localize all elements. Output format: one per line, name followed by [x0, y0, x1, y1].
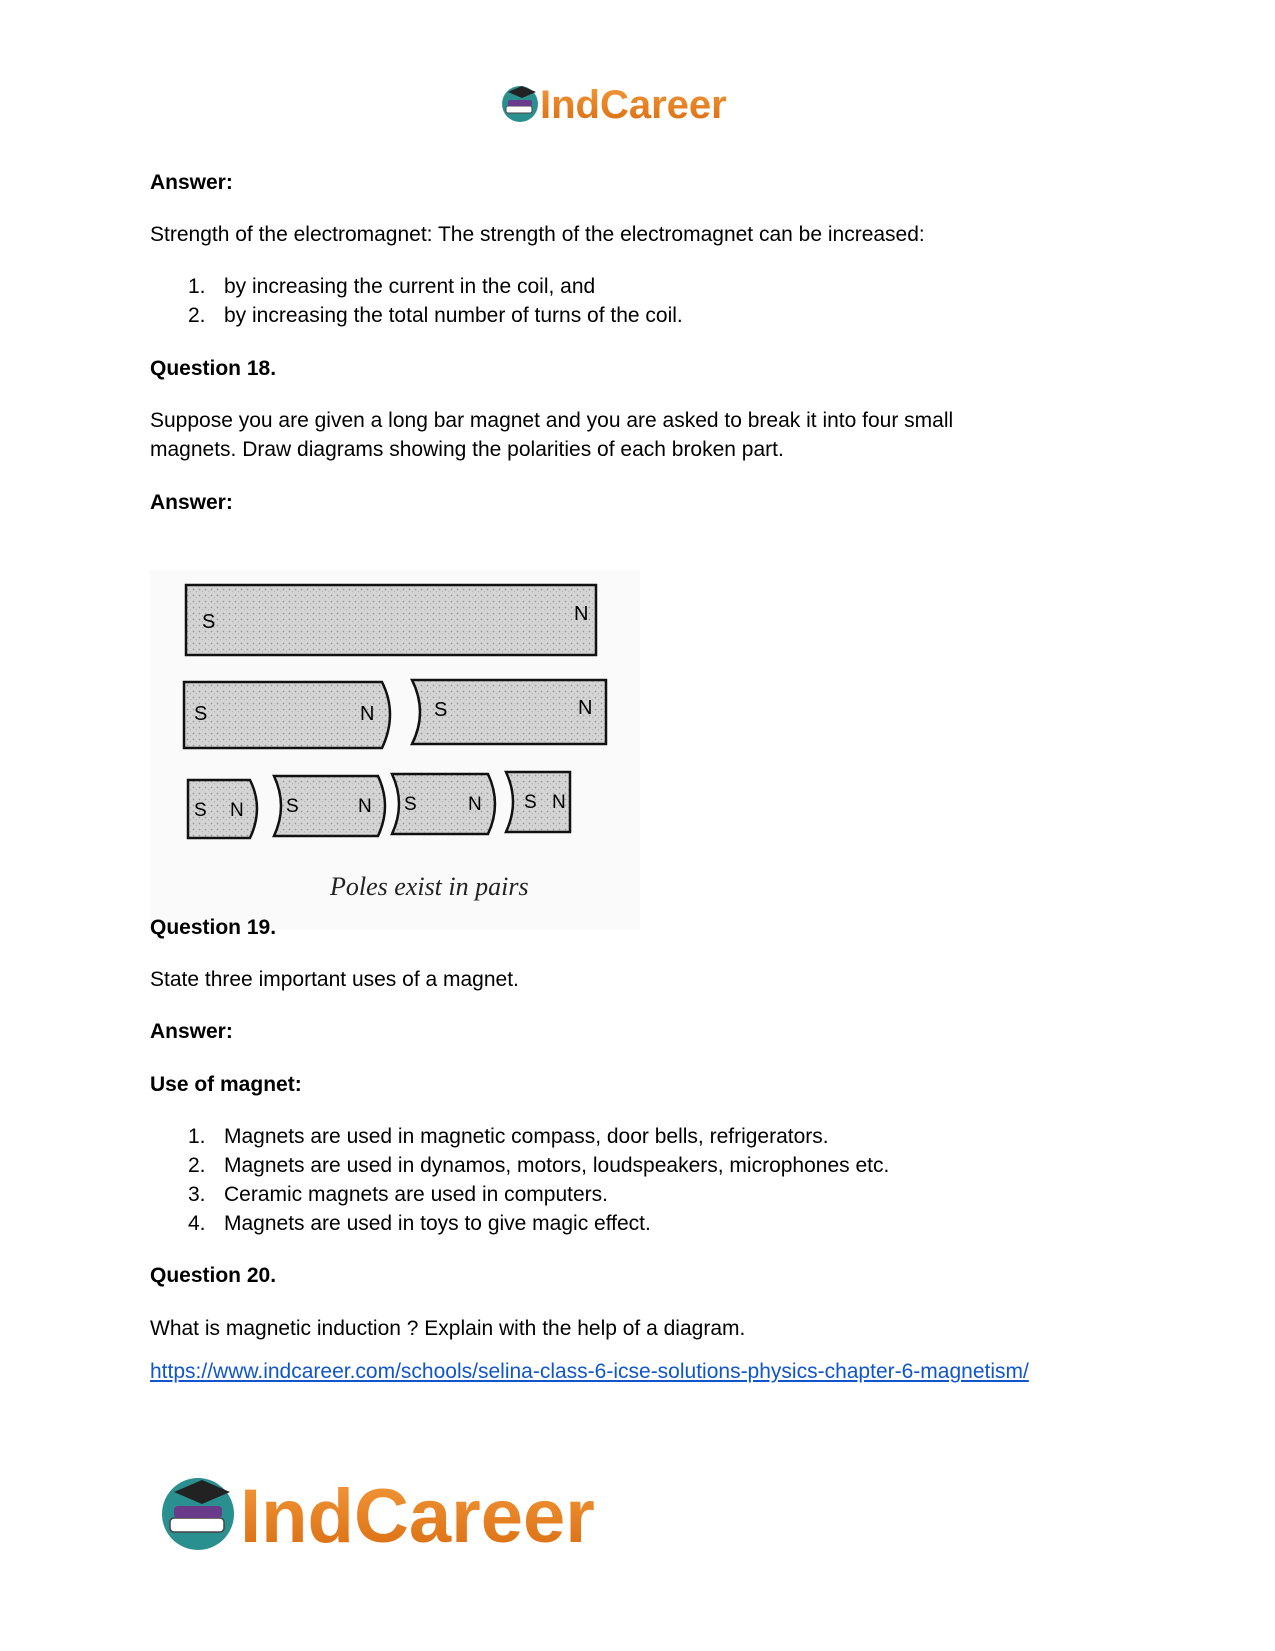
question-text: State three important uses of a magnet. — [150, 968, 519, 991]
logo-wordmark: IndCareer — [540, 83, 727, 127]
question-text: magnets. Draw diagrams showing the polarities of each broken part. — [150, 438, 784, 461]
answer-label: Answer: — [150, 1020, 233, 1043]
answer-label: Answer: — [150, 171, 233, 194]
question-title: Question 18. — [150, 357, 277, 380]
answer-subheading: Use of magnet: — [150, 1073, 302, 1096]
answer-label: Answer: — [150, 491, 233, 514]
list-item: 1. Magnets are used in magnetic compass, door bells, refrigerators. — [188, 1125, 829, 1148]
pole-label: N — [552, 792, 566, 813]
pole-label: S — [194, 800, 207, 821]
pole-label: S — [202, 611, 216, 633]
pole-label: N — [360, 703, 375, 725]
list-item: 4. Magnets are used in toys to give magic effect. — [188, 1212, 651, 1235]
indcareer-footer-logo — [160, 1468, 700, 1558]
graduation-book-icon — [502, 86, 538, 122]
pole-label: S — [404, 794, 417, 815]
bar-magnet-diagram — [150, 570, 640, 930]
pole-label: S — [194, 703, 208, 725]
answer-intro: Strength of the electromagnet: The strength of the electromagnet can be increased: — [150, 223, 925, 246]
pole-label: S — [524, 792, 537, 813]
full-bar-magnet — [186, 585, 596, 655]
question-title: Question 20. — [150, 1264, 277, 1287]
list-item: 1. by increasing the current in the coil, and — [188, 275, 596, 298]
pole-label: N — [358, 796, 372, 817]
source-url-link[interactable]: https://www.indcareer.com/schools/selina-class-6-icse-solutions-physics-chapter-6-magnetism/ — [150, 1360, 1029, 1383]
indcareer-logo — [500, 78, 780, 130]
logo-wordmark: IndCareer — [240, 1474, 595, 1558]
question-text: Suppose you are given a long bar magnet and you are asked to break it into four small — [150, 409, 954, 432]
question-title: Question 19. — [150, 916, 277, 939]
pole-label: S — [434, 699, 448, 721]
list-item: 3. Ceramic magnets are used in computers. — [188, 1183, 608, 1206]
diagram-caption: Poles exist in pairs — [330, 872, 529, 901]
question-text: What is magnetic induction ? Explain with the help of a diagram. — [150, 1317, 746, 1340]
pole-label: N — [230, 800, 244, 821]
list-item: 2. Magnets are used in dynamos, motors, loudspeakers, microphones etc. — [188, 1154, 890, 1177]
pole-label: N — [468, 794, 482, 815]
graduation-book-icon — [162, 1478, 234, 1550]
pole-label: N — [574, 603, 589, 625]
pole-label: S — [286, 796, 299, 817]
list-item: 2. by increasing the total number of turns of the coil. — [188, 304, 683, 327]
pole-label: N — [578, 697, 593, 719]
